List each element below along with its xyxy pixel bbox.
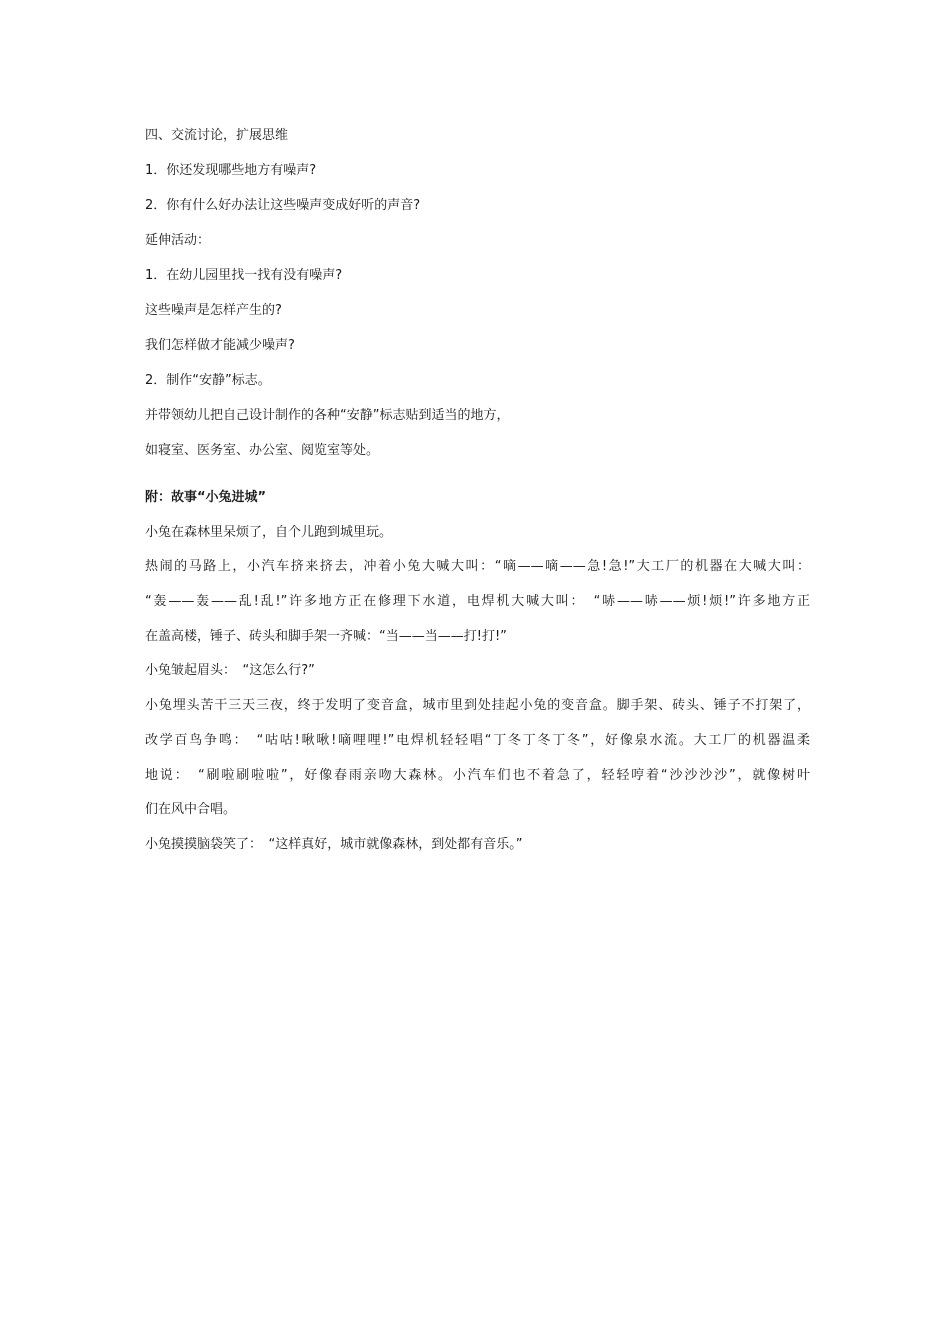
discussion-question-2: 2．你有什么好办法让这些噪声变成好听的声音? bbox=[145, 198, 421, 213]
extension-item-2: 2．制作“安静”标志。 bbox=[145, 373, 271, 388]
story-paragraph-line: 改学百鸟争鸣： “咕咕!啾啾!嘀哩哩!”电焊机轻轻唱“丁冬丁冬丁冬”，好像泉水流。大工厂的机器温柔 bbox=[145, 732, 810, 748]
extension-item-1-detail-1: 这些噪声是怎样产生的? bbox=[145, 303, 282, 318]
story-paragraph-line: 热闹的马路上，小汽车挤来挤去，冲着小兔大喊大叫：“嘀——嘀——急!急!”大工厂的机器在大喊大叫： bbox=[145, 559, 810, 575]
story-paragraph-line: 在盖高楼，锤子、砖头和脚手架一齐喊：“当——当——打!打!” bbox=[145, 628, 507, 644]
story-paragraph-line: 们在风中合唱。 bbox=[145, 802, 237, 818]
document-body bbox=[145, 126, 810, 870]
story-section bbox=[145, 488, 810, 855]
extension-title: 延伸活动： bbox=[145, 233, 211, 248]
story-paragraph-line: 小兔在森林里呆烦了，自个儿跑到城里玩。 bbox=[145, 524, 393, 540]
extension-item-2-detail-2: 如寝室、医务室、办公室、阅览室等处。 bbox=[145, 443, 380, 458]
story-paragraph-line: 小兔埋头苦干三天三夜，终于发明了变音盒，城市里到处挂起小兔的变音盒。脚手架、砖头、锤子不打架了， bbox=[145, 698, 810, 714]
section-spacer bbox=[145, 476, 810, 488]
discussion-heading: 四、交流讨论，扩展思维 bbox=[145, 128, 289, 143]
story-paragraph-line: 小兔皱起眉头： “这怎么行?” bbox=[145, 663, 315, 679]
story-paragraph-line: “轰——轰——乱!乱!”许多地方正在修理下水道，电焊机大喊大叫： “哧——哧——烦!烦!”许多地方正 bbox=[145, 594, 810, 610]
story-paragraph-line: 地说： “刷啦刷啦啦”，好像春雨亲吻大森林。小汽车们也不着急了，轻轻哼着“沙沙沙沙”，就像树叶 bbox=[145, 767, 810, 783]
story-title: 附：故事“小兔进城” bbox=[145, 490, 267, 505]
extension-item-1: 1．在幼儿园里找一找有没有噪声? bbox=[145, 268, 343, 283]
story-paragraph-line: 小兔摸摸脑袋笑了： “这样真好，城市就像森林，到处都有音乐。” bbox=[145, 836, 523, 852]
extension-item-2-detail-1: 并带领幼儿把自己设计制作的各种“安静”标志贴到适当的地方， bbox=[145, 408, 510, 423]
discussion-question-1: 1．你还发现哪些地方有噪声? bbox=[145, 163, 317, 178]
extension-item-1-detail-2: 我们怎样做才能减少噪声? bbox=[145, 338, 295, 353]
